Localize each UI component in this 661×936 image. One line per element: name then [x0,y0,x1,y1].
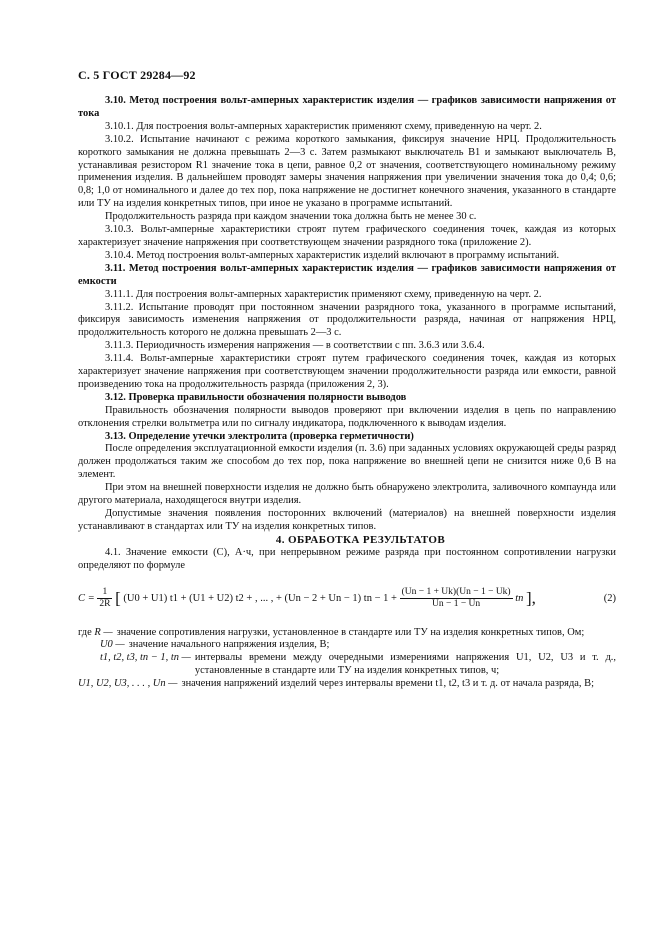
definition-text: интервалы времени между очередными измерениями напряжения U1, U2, U3 и т. д., установленные в стандарте или ТУ на изделия конкретных типов, ч; [194,652,616,677]
definition-symbol [78,627,117,640]
body-paragraph: 3.11.2. Испытание проводят при постоянном значении разрядного тока, указанного в программе испытаний, фиксируя зависимость изменения напряжения от продолжительности разряда, начиная от напряжения НРЦ, продолжительность которого не должна превышать 2—3 с. [78,301,616,339]
body-paragraph: 3.10.3. Вольт-амперные характеристики строят путем графического соединения точек, каждая из которых характеризует значение напряжения при соответствующем значении разрядного тока (приложение 2). [78,224,616,248]
definition-symbol [100,639,129,652]
coef-numerator: 1 [97,587,112,599]
body-paragraph: 3.10.2. Испытание начинают с режима короткого замыкания, фиксируя значение НРЦ. Продолжительность короткого замыкания не должна превышать 2—3 с. Затем размыкают выключатель B1 и замыкают выключатель B, устанавливая резистором R1 значение тока в цепи, равное 0,2 от значения, соответствующего номинальному режиму применения изделия. В дальнейшем проводят замеры значения напряжения при увеличении значения тока до 0,4; 0,6; 0,8; 1,0 от номинального и далее до тех пор, пока напряжение не достигнет конечного значения, указанного в стандарте или ТУ на изделия конкретных типов, при иное не указано в программе испытаний. [78,133,616,210]
formula-fraction [400,587,513,610]
definition-text: значение начального напряжения изделия, В; [128,639,330,651]
body-paragraph: Правильность обозначения полярности выводов проверяют при включении изделия в цепь по направлению отклонения стрелки вольтметра или по сигналу индикатора, подключенного к выводам изделия. [78,404,616,429]
body-paragraph: При этом на внешней поверхности изделия не должно быть обнаружено электролита, заливочного компаунда или другого материала, находящегося внутри изделия. [78,482,616,507]
body-paragraph: 3.11.1. Для построения вольт-амперных характеристик применяют схему, приведенную на черт. 2. [105,288,542,300]
definition-symbol [100,652,195,678]
coef-denominator: 2R [99,598,111,609]
definition-row [100,639,616,652]
section-heading: 3.10. Метод построения вольт-амперных характеристик изделия — графиков зависимости напряжения от тока [78,95,616,119]
formula-tail: tn [515,592,524,604]
capacity-formula [78,581,616,621]
paragraph-list [78,95,616,534]
fraction-denominator: Un − 1 − Un [431,598,481,609]
definition-symbol [78,678,181,691]
definition-row [100,652,616,678]
definition-row [78,678,616,691]
section-heading: 3.12. Проверка правильности обозначения полярности выводов [105,391,407,403]
formula-lhs: C = [78,592,95,604]
section-4-title: 4. ОБРАБОТКА РЕЗУЛЬТАТОВ [275,533,446,546]
body-paragraph: Продолжительность разряда при каждом значении тока должна быть не менее 30 с. [105,211,477,223]
body-paragraph: 3.11.3. Периодичность измерения напряжения — в соответствии с пп. 3.6.3 или 3.6.4. [105,340,485,352]
open-bracket: [ [115,588,121,608]
definition-list [78,627,616,692]
formula-number: (2) [603,592,616,604]
body-paragraph: После определения эксплуатационной емкости изделия (п. 3.6) при заданных условиях окружающей среды разряд должен продолжаться таким же способом до тех пор, пока напряжение во внешней цепи не снизится ниже 0,6 В на элемент. [78,443,616,481]
body-paragraph: 3.11.4. Вольт-амперные характеристики строят путем графического соединения точек, каждая из которых характеризует значение напряжения при соответствующем значении продолжительности разряда или емкости, равной произведению тока на продолжительность разряда (приложения 2, 3). [78,353,616,390]
definition-text: значение сопротивления нагрузки, установленное в стандарте или ТУ на изделия конкретных типов, Ом; [116,626,585,638]
definition-text: значения напряжений изделий через интервалы времени t1, t2, t3 и т. д. от начала разряда, В; [181,678,594,690]
close-bracket: ], [526,588,536,608]
definition-symbol-text: t1, t2, t3, tn − 1, tn — [100,652,191,664]
fraction-numerator: (Un − 1 + Uk)(Un − 1 − Uk) [401,586,511,597]
definition-prefix: где [78,626,92,638]
body-paragraph: 3.10.4. Метод построения вольт-амперных характеристик изделий включают в программу испытаний. [105,249,560,261]
definition-symbol-text: R — [94,626,113,638]
formula-terms: (U0 + U1) t1 + (U1 + U2) t2 + , ... , + (Un − 2 + Un − 1) tn − 1 + [123,592,397,604]
section-heading: 3.11. Метод построения вольт-амперных характеристик изделия — графиков зависимости напряжения от емкости [78,262,616,287]
formula-body [78,587,536,610]
definition-symbol-text: U1, U2, U3, . . . , Un — [78,678,178,690]
page-body [78,95,616,691]
running-header: С. 5 ГОСТ 29284—92 [78,68,196,82]
body-paragraph: Допустимые значения появления посторонних включений (материалов) на внешней поверхности изделия устанавливают в стандартах или ТУ на изделия конкретных типов. [78,508,616,532]
formula-coefficient [97,587,112,610]
section-heading: 3.13. Определение утечки электролита (проверка герметичности) [105,430,414,442]
section-4-intro: 4.1. Значение емкости (C), А·ч, при непрерывном режиме разряда при постоянном сопротивлении нагрузки определяют по формуле [78,546,616,571]
definition-symbol-text: U0 — [100,639,125,651]
definition-row [78,627,616,640]
body-paragraph: 3.10.1. Для построения вольт-амперных характеристик применяют схему, приведенную на черт. 2. [105,120,542,132]
